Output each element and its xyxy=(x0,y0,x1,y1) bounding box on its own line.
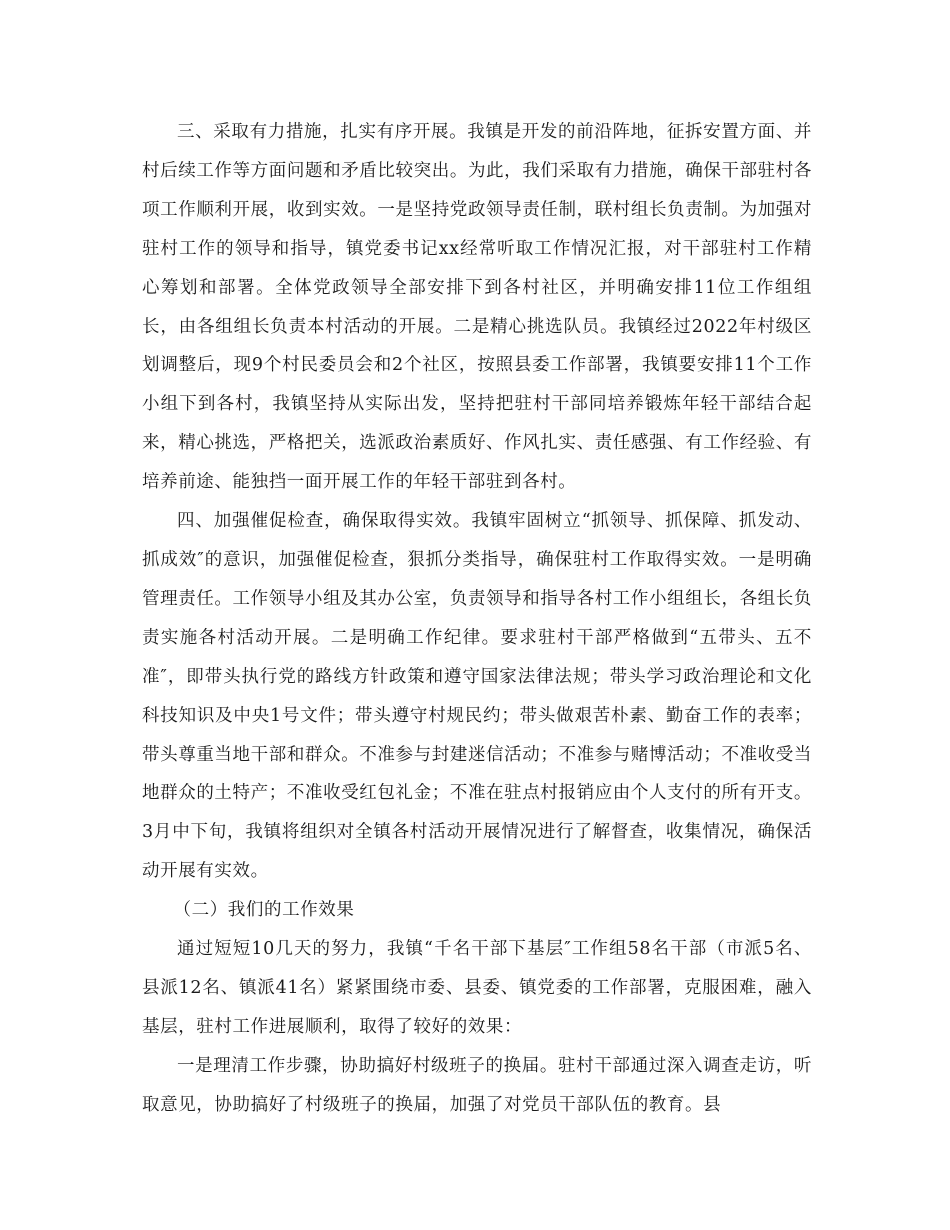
paragraph-measures: 三、采取有力措施，扎实有序开展。我镇是开发的前沿阵地，征拆安置方面、并村后续工作等方面问题和矛盾比较突出。为此，我们采取有力措施，确保干部驻村各项工作顺利开展，收到实效。一是坚持党政领导责任制，联村组长负责制。为加强对驻村工作的领导和指导，镇党委书记xx经常听取工作情况汇报，对干部驻村工作精心筹划和部署。全体党政领导全部安排下到各村社区，并明确安排11位工作组组长，由各组组长负责本村活动的开展。二是精心挑选队员。我镇经过2022年村级区划调整后，现9个村民委员会和2个社区，按照县委工作部署，我镇要安排11个工作小组下到各村，我镇坚持从实际出发，坚持把驻村干部同培养锻炼年轻干部结合起来，精心挑选，严格把关，选派政治素质好、作风扎实、责任感强、有工作经验、有培养前途、能独挡一面开展工作的年轻干部驻到各村。 xyxy=(142,122,812,493)
paragraph-first-result: 一是理清工作步骤，协助搞好村级班子的换届。驻村干部通过深入调查走访，听取意见，协助搞好了村级班子的换届，加强了对党员干部队伍的教育。县 xyxy=(142,1055,812,1115)
paragraph-inspection: 四、加强催促检查，确保取得实效。我镇牢固树立“抓领导、抓保障、抓发动、抓成效″的意识，加强催促检查，狠抓分类指导，确保驻村工作取得实效。一是明确管理责任。工作领导小组及其办公室，负责领导和指导各村工作小组组长，各组长负责实施各村活动开展。二是明确工作纪律。要求驻村干部严格做到“五带头、五不准″，即带头执行党的路线方针政策和遵守国家法律法规；带头学习政治理论和文化科技知识及中央1号文件；带头遵守村规民约；带头做艰苦朴素、勤奋工作的表率；带头尊重当地干部和群众。不准参与封建迷信活动；不准参与赌博活动；不准收受当地群众的土特产；不准收受红包礼金；不准在驻点村报销应由个人支付的所有开支。3月中下旬，我镇将组织对全镇各村活动开展情况进行了解督查，收集情况，确保活动开展有实效。 xyxy=(142,511,812,882)
section-heading-work-results: （二）我们的工作效果 xyxy=(173,900,355,921)
paragraph-results-summary: 通过短短10几天的努力，我镇“千名干部下基层″工作组58名干部（市派5名、县派12名、镇派41名）紧紧围绕市委、县委、镇党委的工作部署，克服困难，融入基层，驻村工作进展顺利，取得了较好的效果： xyxy=(142,939,812,1037)
document-body xyxy=(142,113,812,1125)
